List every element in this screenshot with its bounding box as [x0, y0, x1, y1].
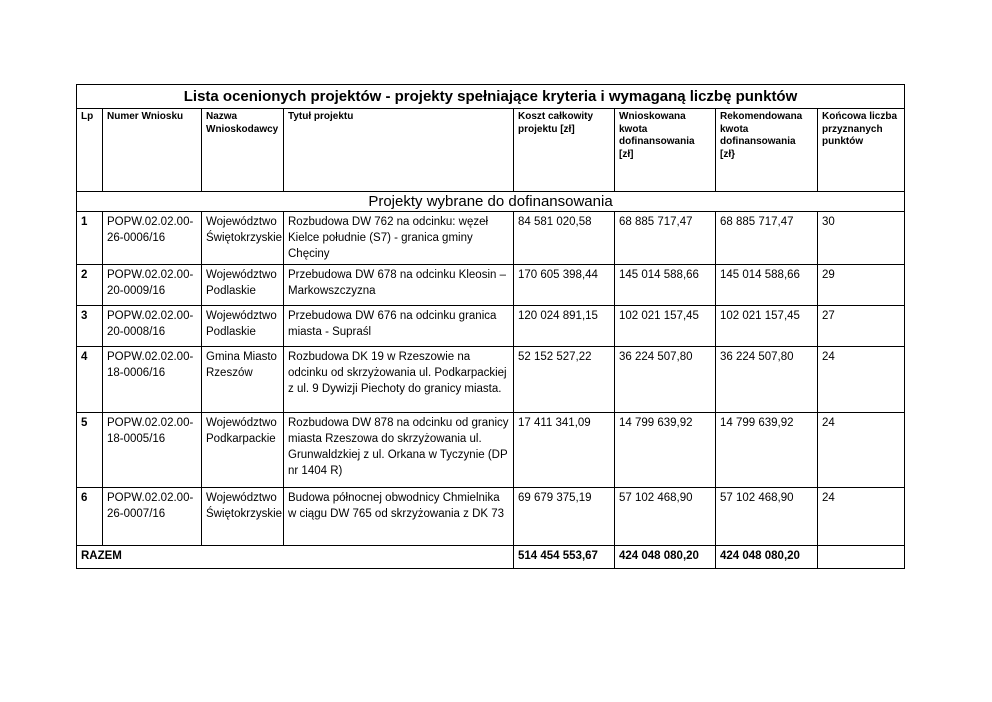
cell-koszt: 52 152 527,22	[514, 347, 615, 413]
cell-wnioskowana: 145 014 588,66	[615, 265, 716, 306]
header-lp: Lp	[77, 109, 103, 192]
total-wnioskowana: 424 048 080,20	[615, 546, 716, 569]
cell-lp: 1	[77, 212, 103, 265]
cell-wnioskowana: 68 885 717,47	[615, 212, 716, 265]
header-row	[77, 109, 905, 192]
cell-wnioskowana: 36 224 507,80	[615, 347, 716, 413]
cell-tytul: Rozbudowa DW 762 na odcinku: węzeł Kielce południe (S7) - granica gminy Chęciny	[284, 212, 514, 265]
cell-nazwa: Województwo Podlaskie	[202, 306, 284, 347]
cell-lp: 6	[77, 488, 103, 546]
cell-tytul: Rozbudowa DK 19 w Rzeszowie na odcinku od skrzyżowania ul. Podkarpackiej z ul. 9 Dywizji Piechoty do granicy miasta.	[284, 347, 514, 413]
cell-punkty: 24	[818, 413, 905, 488]
cell-koszt: 69 679 375,19	[514, 488, 615, 546]
table-row	[77, 265, 905, 306]
section-title: Projekty wybrane do dofinansowania	[77, 192, 905, 212]
cell-rekomendowana: 14 799 639,92	[716, 413, 818, 488]
header-numer-wniosku: Numer Wniosku	[103, 109, 202, 192]
cell-koszt: 84 581 020,58	[514, 212, 615, 265]
projects-table	[76, 84, 905, 569]
cell-tytul: Przebudowa DW 678 na odcinku Kleosin – Markowszczyzna	[284, 265, 514, 306]
cell-numer: POPW.02.02.00-26-0007/16	[103, 488, 202, 546]
cell-lp: 2	[77, 265, 103, 306]
table-row	[77, 488, 905, 546]
table-title: Lista ocenionych projektów - projekty spełniające kryteria i wymaganą liczbę punktów	[77, 85, 905, 109]
section-row	[77, 192, 905, 212]
cell-koszt: 17 411 341,09	[514, 413, 615, 488]
cell-rekomendowana: 145 014 588,66	[716, 265, 818, 306]
cell-punkty: 24	[818, 488, 905, 546]
cell-nazwa: Województwo Świętokrzyskie	[202, 212, 284, 265]
cell-nazwa: Województwo Podkarpackie	[202, 413, 284, 488]
cell-nazwa: Województwo Świętokrzyskie	[202, 488, 284, 546]
total-punkty	[818, 546, 905, 569]
cell-lp: 5	[77, 413, 103, 488]
cell-numer: POPW.02.02.00-20-0009/16	[103, 265, 202, 306]
cell-lp: 3	[77, 306, 103, 347]
cell-punkty: 29	[818, 265, 905, 306]
cell-rekomendowana: 36 224 507,80	[716, 347, 818, 413]
cell-rekomendowana: 102 021 157,45	[716, 306, 818, 347]
cell-lp: 4	[77, 347, 103, 413]
cell-wnioskowana: 14 799 639,92	[615, 413, 716, 488]
total-rekomendowana: 424 048 080,20	[716, 546, 818, 569]
header-punkty: Końcowa liczba przyznanych punktów	[818, 109, 905, 192]
cell-koszt: 120 024 891,15	[514, 306, 615, 347]
header-koszt: Koszt całkowity projektu [zł]	[514, 109, 615, 192]
table-row	[77, 413, 905, 488]
header-nazwa-wnioskodawcy: Nazwa Wnioskodawcy	[202, 109, 284, 192]
cell-punkty: 27	[818, 306, 905, 347]
cell-numer: POPW.02.02.00-20-0008/16	[103, 306, 202, 347]
cell-tytul: Przebudowa DW 676 na odcinku granica miasta - Supraśl	[284, 306, 514, 347]
cell-numer: POPW.02.02.00-18-0006/16	[103, 347, 202, 413]
cell-koszt: 170 605 398,44	[514, 265, 615, 306]
cell-wnioskowana: 102 021 157,45	[615, 306, 716, 347]
cell-wnioskowana: 57 102 468,90	[615, 488, 716, 546]
cell-tytul: Rozbudowa DW 878 na odcinku od granicy miasta Rzeszowa do skrzyżowania ul. Grunwaldzkiej z ul. Orkana w Tyczynie (DP nr 1404 R)	[284, 413, 514, 488]
cell-punkty: 30	[818, 212, 905, 265]
table-row	[77, 212, 905, 265]
title-row	[77, 85, 905, 109]
table-row	[77, 306, 905, 347]
cell-rekomendowana: 68 885 717,47	[716, 212, 818, 265]
cell-numer: POPW.02.02.00-26-0006/16	[103, 212, 202, 265]
total-label: RAZEM	[77, 546, 514, 569]
cell-numer: POPW.02.02.00-18-0005/16	[103, 413, 202, 488]
total-row	[77, 546, 905, 569]
total-koszt: 514 454 553,67	[514, 546, 615, 569]
cell-nazwa: Województwo Podlaskie	[202, 265, 284, 306]
cell-rekomendowana: 57 102 468,90	[716, 488, 818, 546]
cell-punkty: 24	[818, 347, 905, 413]
table-row	[77, 347, 905, 413]
header-wnioskowana: Wnioskowana kwota dofinansowania [zł]	[615, 109, 716, 192]
header-tytul-projektu: Tytuł projektu	[284, 109, 514, 192]
header-rekomendowana: Rekomendowana kwota dofinansowania [zł}	[716, 109, 818, 192]
cell-nazwa: Gmina Miasto Rzeszów	[202, 347, 284, 413]
cell-tytul: Budowa północnej obwodnicy Chmielnika w ciągu DW 765 od skrzyżowania z DK 73	[284, 488, 514, 546]
